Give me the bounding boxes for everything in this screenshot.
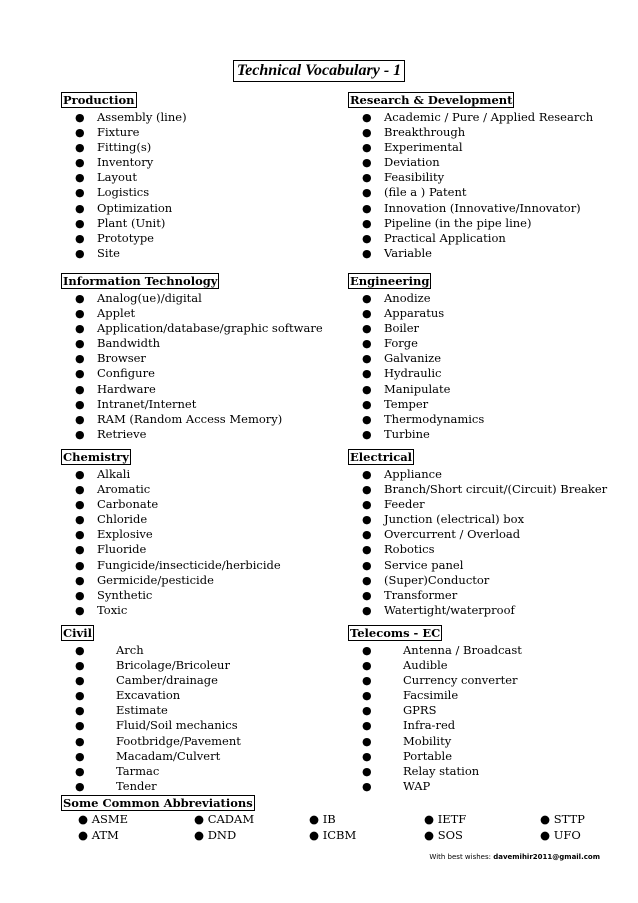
- list-item: ● Feasibility: [362, 170, 445, 185]
- bullet-icon: ●: [75, 322, 85, 336]
- section-telecoms: [348, 622, 522, 794]
- bullet-icon: ●: [362, 412, 372, 426]
- bullet-icon: ●: [362, 397, 372, 411]
- bullet-icon: ●: [75, 528, 85, 542]
- list-item: ● (file a ) Patent: [362, 185, 467, 200]
- list-item: ● Tender: [75, 778, 157, 793]
- list-item: ● Thermodynamics: [362, 411, 485, 426]
- list-item: ● Fitting(s): [75, 140, 152, 155]
- bullet-icon: ●: [75, 659, 85, 673]
- bullet-icon: ●: [362, 186, 372, 200]
- abbreviations-heading: Some Common Abbreviations: [63, 796, 253, 810]
- bullet-icon: ●: [75, 468, 85, 481]
- list-item: ● Tarmac: [75, 763, 160, 778]
- list-item: ● Assembly (line): [75, 110, 187, 124]
- list-item: ● Bandwidth: [75, 336, 160, 351]
- list-item: ● Macadam/Culvert: [75, 748, 221, 763]
- section-engineering: [348, 270, 485, 442]
- bullet-icon: ●: [75, 141, 85, 155]
- list-item: ● Toxic: [75, 602, 128, 617]
- item-list: [348, 110, 594, 261]
- section-production: [61, 89, 187, 261]
- list-item: ● Anodize: [362, 291, 431, 305]
- section-heading: Engineering: [350, 274, 430, 288]
- bullet-icon: ●: [75, 689, 85, 703]
- section-heading: Civil: [63, 626, 92, 640]
- list-item: ● Pipeline (in the pipe line): [362, 215, 532, 230]
- item-list: [61, 643, 241, 794]
- list-item: ● Junction (electrical) box: [362, 512, 525, 527]
- list-item: ● Excavation: [75, 688, 181, 703]
- list-item: ● Synthetic: [75, 587, 153, 602]
- list-item: ● Feeder: [362, 497, 425, 512]
- list-item: ● Breakthrough: [362, 125, 466, 140]
- bullet-icon: ●: [362, 779, 372, 793]
- list-item: ● Alkali: [75, 467, 131, 481]
- list-item: ● Mobility: [362, 733, 452, 748]
- bullet-icon: ●: [362, 216, 372, 230]
- list-item: ● Portable: [362, 748, 453, 763]
- bullet-icon: ●: [75, 704, 85, 718]
- bullet-icon: ●: [362, 352, 372, 366]
- list-item: ● Fungicide/insecticide/herbicide: [75, 557, 281, 572]
- list-item: ● Antenna / Broadcast: [362, 643, 522, 657]
- section-civil: [61, 622, 241, 794]
- section-heading: Research & Development: [350, 93, 513, 107]
- list-item: ● Estimate: [75, 703, 168, 718]
- bullet-icon: ●: [75, 573, 85, 587]
- abbreviation-item: ● DND: [194, 828, 237, 842]
- section-heading: Information Technology: [63, 274, 218, 288]
- bullet-icon: ●: [362, 704, 372, 718]
- bullet-icon: ●: [362, 171, 372, 185]
- bullet-icon: ●: [75, 427, 85, 441]
- bullet-icon: ●: [75, 171, 85, 185]
- section-research: [348, 89, 594, 261]
- author-email: davemihir2011@gmail.com: [493, 853, 600, 861]
- list-item: ● Academic / Pure / Applied Research: [362, 110, 594, 124]
- list-item: ● Experimental: [362, 140, 463, 155]
- bullet-icon: ●: [362, 382, 372, 396]
- list-item: ● Application/database/graphic software: [75, 321, 323, 336]
- list-item: ● Transformer: [362, 587, 458, 602]
- list-item: ● Fluoride: [75, 542, 147, 557]
- list-item: ● Hardware: [75, 381, 156, 396]
- bullet-icon: ●: [362, 764, 372, 778]
- bullet-icon: ●: [362, 543, 372, 557]
- bullet-icon: ●: [362, 734, 372, 748]
- list-item: ● Forge: [362, 336, 418, 351]
- bullet-icon: ●: [75, 498, 85, 512]
- list-item: ● Infra-red: [362, 718, 456, 733]
- bullet-icon: ●: [75, 764, 85, 778]
- list-item: ● Retrieve: [75, 426, 147, 441]
- abbreviation-item: ● CADAM: [194, 812, 255, 826]
- bullet-icon: ●: [362, 689, 372, 703]
- list-item: ● Fixture: [75, 125, 140, 140]
- bullet-icon: ●: [362, 513, 372, 527]
- bullet-icon: ●: [75, 412, 85, 426]
- list-item: ● Browser: [75, 351, 146, 366]
- list-item: ● Galvanize: [362, 351, 442, 366]
- abbreviation-item: ● ASME: [78, 812, 129, 826]
- footer-credit: With best wishes: davemihir2011@gmail.com: [429, 853, 600, 861]
- bullet-icon: ●: [75, 292, 85, 305]
- bullet-icon: ●: [362, 573, 372, 587]
- item-list: [348, 291, 485, 442]
- section-chemistry: [61, 446, 281, 618]
- bullet-icon: ●: [75, 644, 85, 657]
- list-item: ● RAM (Random Access Memory): [75, 411, 283, 426]
- list-item: ● Chloride: [75, 512, 148, 527]
- list-item: ● Aromatic: [75, 482, 151, 497]
- list-item: ● Fluid/Soil mechanics: [75, 718, 238, 733]
- bullet-icon: ●: [362, 322, 372, 336]
- page-title: Technical Vocabulary - 1: [233, 60, 405, 82]
- bullet-icon: ●: [75, 588, 85, 602]
- bullet-icon: ●: [75, 367, 85, 381]
- section-heading: Electrical: [350, 450, 413, 464]
- bullet-icon: ●: [362, 644, 372, 657]
- abbreviation-item: ● SOS: [424, 828, 463, 842]
- bullet-icon: ●: [75, 779, 85, 793]
- list-item: ● Layout: [75, 170, 137, 185]
- list-item: ● Explosive: [75, 527, 153, 542]
- list-item: ● Camber/drainage: [75, 673, 218, 688]
- bullet-icon: ●: [75, 543, 85, 557]
- bullet-icon: ●: [362, 246, 372, 260]
- list-item: ● Overcurrent / Overload: [362, 527, 521, 542]
- bullet-icon: ●: [362, 558, 372, 572]
- section-heading: Chemistry: [63, 450, 129, 464]
- list-item: ● Optimization: [75, 200, 173, 215]
- list-item: ● Innovation (Innovative/Innovator): [362, 200, 581, 215]
- bullet-icon: ●: [362, 483, 372, 497]
- list-item: ● WAP: [362, 778, 431, 793]
- list-item: ● Logistics: [75, 185, 150, 200]
- bullet-icon: ●: [362, 468, 372, 481]
- section-heading: Production: [63, 93, 135, 107]
- list-item: ● Inventory: [75, 155, 154, 170]
- list-item: ● Site: [75, 245, 120, 260]
- page-title-wrap: [0, 60, 638, 82]
- bullet-icon: ●: [362, 141, 372, 155]
- bullet-icon: ●: [362, 156, 372, 170]
- list-item: ● Plant (Unit): [75, 215, 166, 230]
- bullet-icon: ●: [362, 201, 372, 215]
- list-item: ● Apparatus: [362, 306, 445, 321]
- bullet-icon: ●: [75, 337, 85, 351]
- list-item: ● Carbonate: [75, 497, 159, 512]
- bullet-icon: ●: [362, 427, 372, 441]
- bullet-icon: ●: [362, 603, 372, 617]
- bullet-icon: ●: [362, 292, 372, 305]
- abbreviation-item: ● ICBM: [309, 828, 357, 842]
- list-item: ● Audible: [362, 658, 448, 673]
- item-list: [61, 291, 323, 442]
- list-item: ● Service panel: [362, 557, 464, 572]
- list-item: ● Arch: [75, 643, 144, 657]
- bullet-icon: ●: [75, 734, 85, 748]
- list-item: ● Turbine: [362, 426, 430, 441]
- bullet-icon: ●: [75, 307, 85, 321]
- bullet-icon: ●: [75, 749, 85, 763]
- list-item: ● Variable: [362, 245, 432, 260]
- bullet-icon: ●: [75, 397, 85, 411]
- list-item: ● Germicide/pesticide: [75, 572, 214, 587]
- section-electrical: [348, 446, 608, 618]
- list-item: ● Intranet/Internet: [75, 396, 197, 411]
- item-list: [348, 467, 608, 618]
- bullet-icon: ●: [75, 186, 85, 200]
- bullet-icon: ●: [362, 719, 372, 733]
- abbreviation-item: ● UFO: [540, 828, 581, 842]
- bullet-icon: ●: [75, 382, 85, 396]
- bullet-icon: ●: [362, 307, 372, 321]
- bullet-icon: ●: [75, 246, 85, 260]
- abbreviation-item: ● IETF: [424, 812, 467, 826]
- bullet-icon: ●: [75, 201, 85, 215]
- bullet-icon: ●: [362, 367, 372, 381]
- bullet-icon: ●: [75, 352, 85, 366]
- list-item: ● Manipulate: [362, 381, 451, 396]
- list-item: ● Appliance: [362, 467, 442, 481]
- item-list: [61, 110, 187, 261]
- item-list: [61, 467, 281, 618]
- bullet-icon: ●: [362, 528, 372, 542]
- bullet-icon: ●: [75, 674, 85, 688]
- list-item: ● (Super)Conductor: [362, 572, 490, 587]
- list-item: ● Boiler: [362, 321, 420, 336]
- bullet-icon: ●: [75, 231, 85, 245]
- list-item: ● Applet: [75, 306, 136, 321]
- bullet-icon: ●: [75, 156, 85, 170]
- bullet-icon: ●: [75, 719, 85, 733]
- list-item: ● Watertight/waterproof: [362, 602, 515, 617]
- item-list: [348, 643, 522, 794]
- bullet-icon: ●: [362, 498, 372, 512]
- list-item: ● Currency converter: [362, 673, 518, 688]
- abbreviation-item: ● IB: [309, 812, 336, 826]
- bullet-icon: ●: [362, 231, 372, 245]
- list-item: ● Footbridge/Pavement: [75, 733, 241, 748]
- list-item: ● Hydraulic: [362, 366, 442, 381]
- list-item: ● Configure: [75, 366, 155, 381]
- bullet-icon: ●: [75, 111, 85, 124]
- bullet-icon: ●: [362, 111, 372, 124]
- list-item: ● Relay station: [362, 763, 480, 778]
- list-item: ● Robotics: [362, 542, 435, 557]
- bullet-icon: ●: [362, 588, 372, 602]
- bullet-icon: ●: [362, 674, 372, 688]
- bullet-icon: ●: [75, 603, 85, 617]
- list-item: ● GPRS: [362, 703, 437, 718]
- bullet-icon: ●: [75, 216, 85, 230]
- abbreviation-item: ● ATM: [78, 828, 119, 842]
- bullet-icon: ●: [362, 749, 372, 763]
- bullet-icon: ●: [75, 558, 85, 572]
- list-item: ● Prototype: [75, 230, 154, 245]
- list-item: ● Deviation: [362, 155, 440, 170]
- section-information-technology: [61, 270, 323, 442]
- list-item: ● Branch/Short circuit/(Circuit) Breaker: [362, 482, 608, 497]
- list-item: ● Bricolage/Bricoleur: [75, 658, 230, 673]
- bullet-icon: ●: [362, 126, 372, 140]
- bullet-icon: ●: [362, 337, 372, 351]
- bullet-icon: ●: [362, 659, 372, 673]
- abbreviation-item: ● STTP: [540, 812, 585, 826]
- list-item: ● Practical Application: [362, 230, 506, 245]
- bullet-icon: ●: [75, 483, 85, 497]
- list-item: ● Facsimile: [362, 688, 459, 703]
- bullet-icon: ●: [75, 513, 85, 527]
- bullet-icon: ●: [75, 126, 85, 140]
- list-item: ● Analog(ue)/digital: [75, 291, 202, 305]
- section-heading: Telecoms - EC: [350, 626, 441, 640]
- list-item: ● Temper: [362, 396, 429, 411]
